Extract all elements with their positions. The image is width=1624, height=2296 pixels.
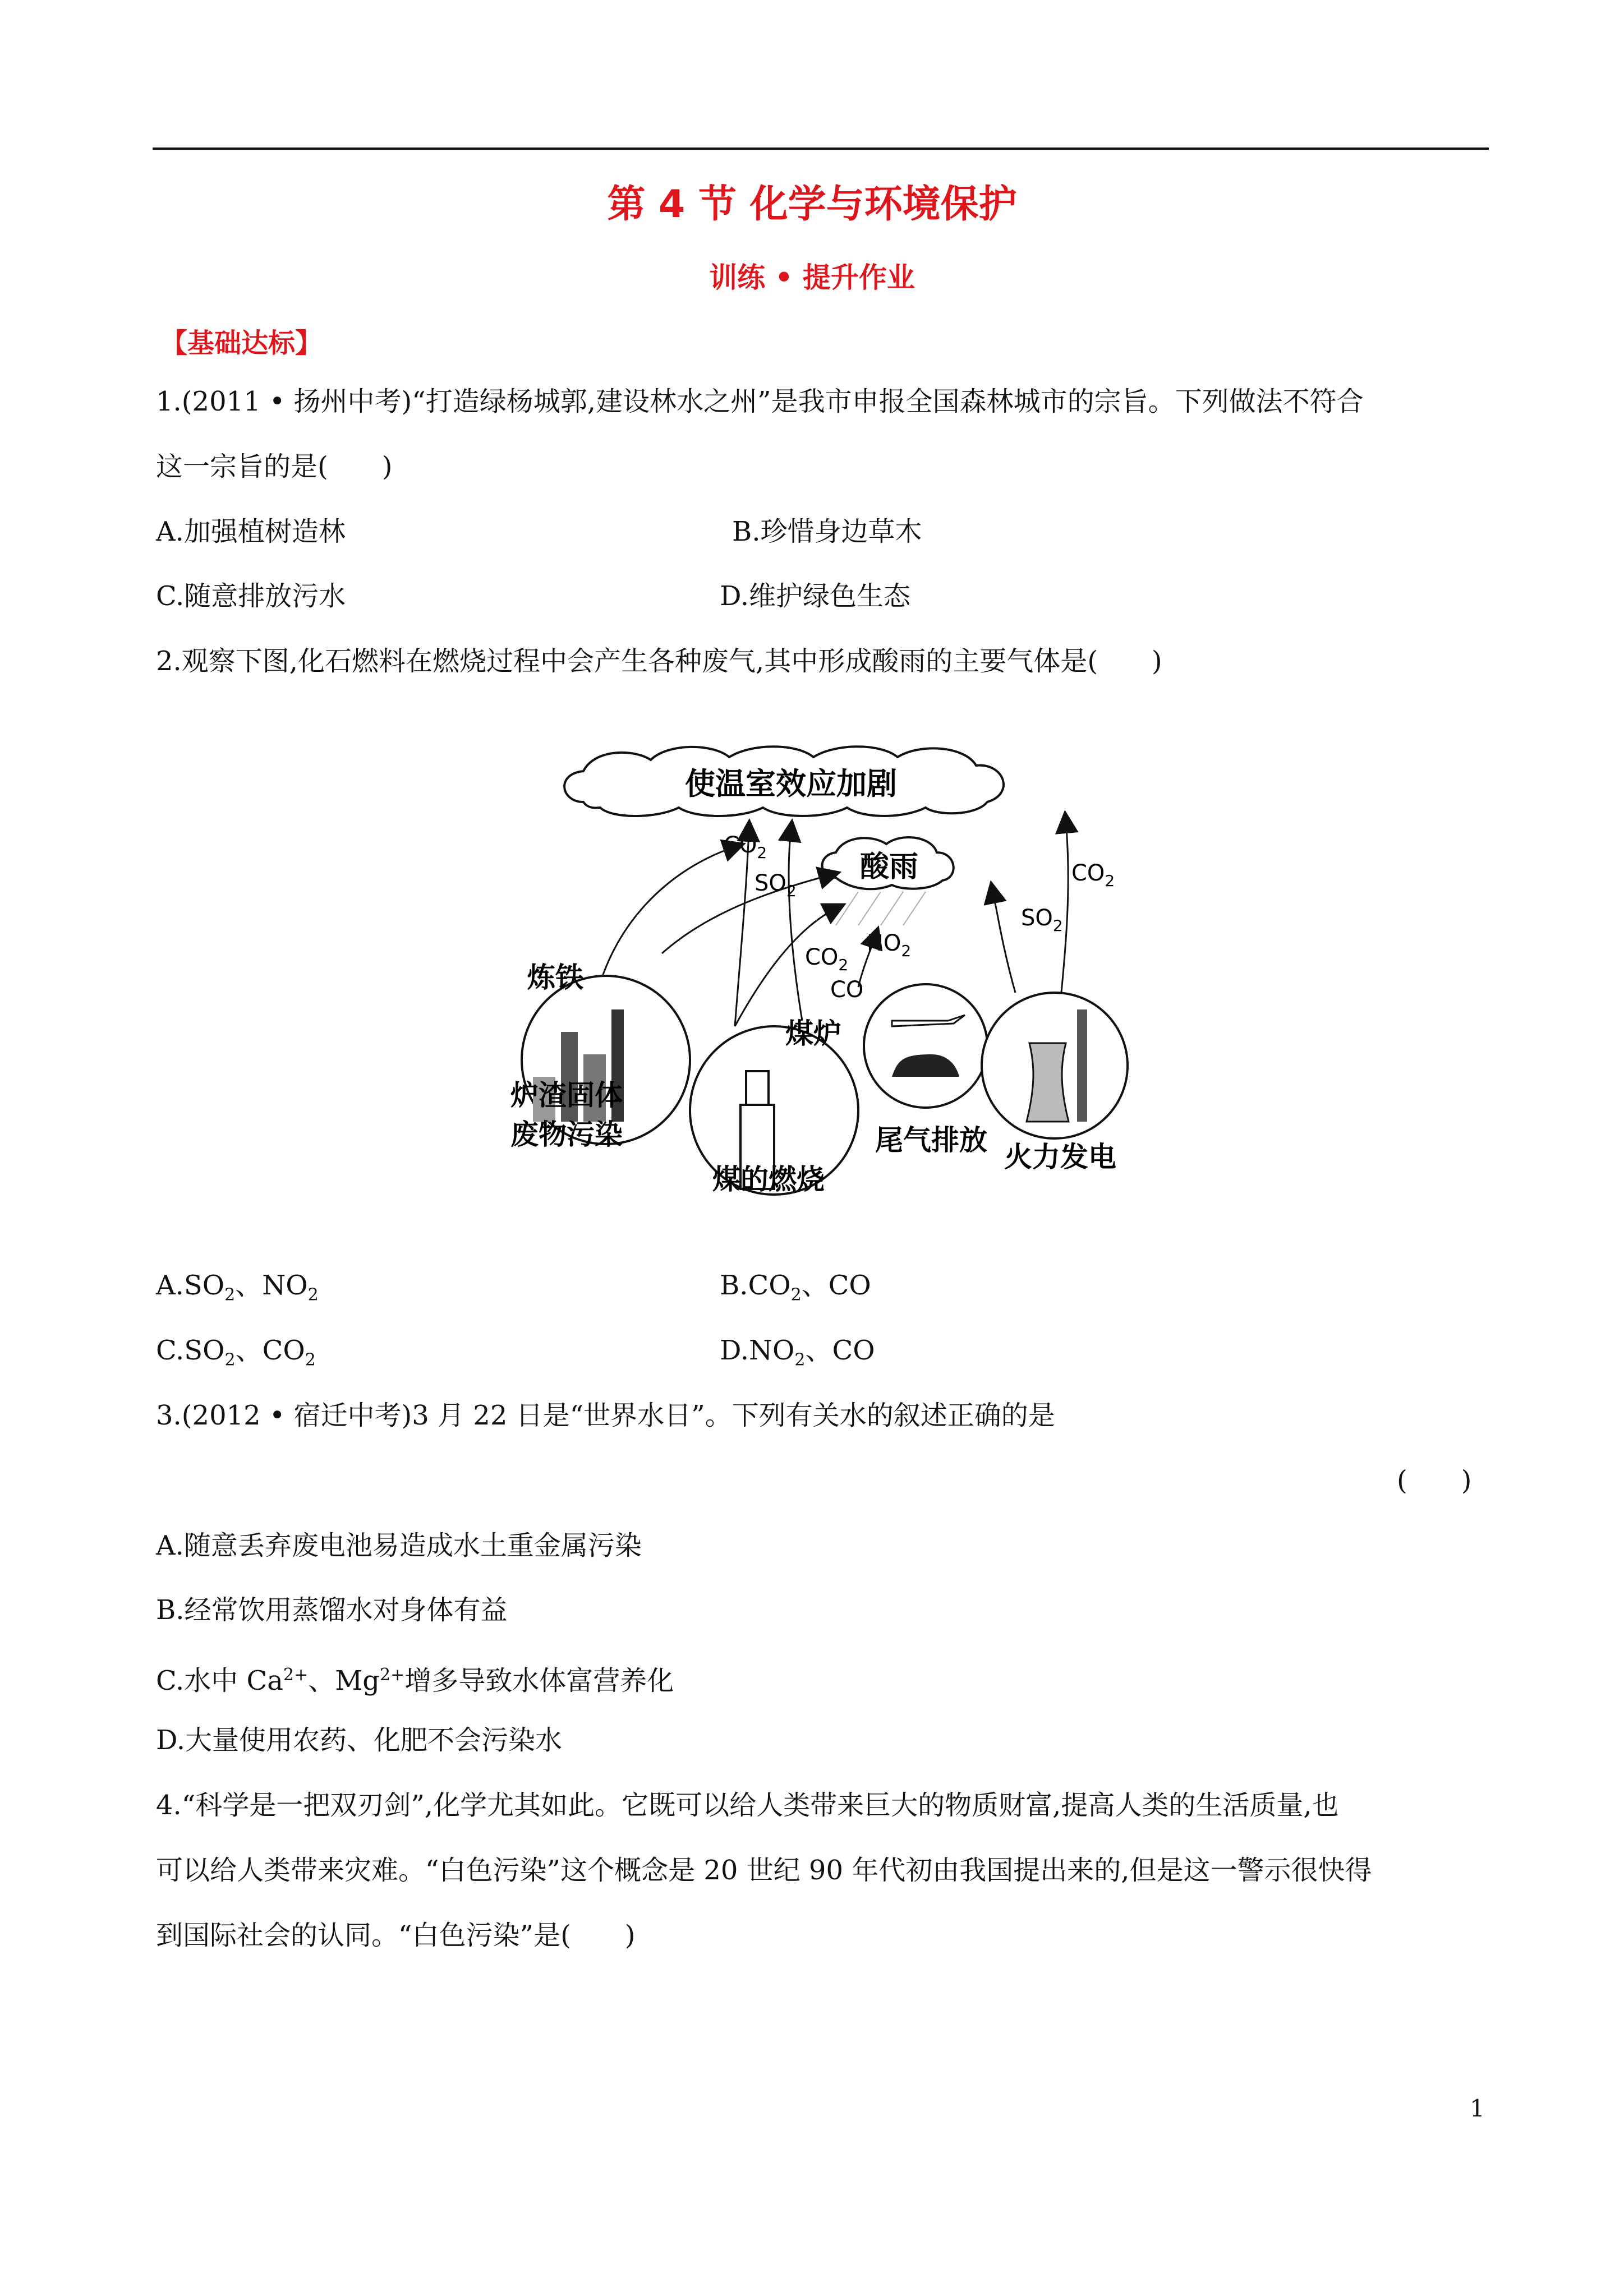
stove-label: 煤炉 (785, 1017, 841, 1050)
coal-burning-label: 煤的燃烧 (712, 1163, 825, 1196)
q1-option-a: A.加强植树造林 (156, 516, 346, 547)
q2-option-d: $D.NO_2$、CO (720, 1335, 875, 1370)
iron-label: 炼铁 (527, 961, 583, 994)
q2-text: 2.观察下图,化石燃料在燃烧过程中会产生各种废气,其中形成酸雨的主要气体是( ) (156, 646, 1162, 677)
section-heading: 【基础达标】 (160, 328, 323, 359)
exhaust-circle (864, 984, 987, 1156)
q2-option-b: $B.CO_2$、CO (720, 1270, 871, 1305)
co2-label-mid: $CO_2$ (805, 944, 849, 974)
q3-option-b: B.经常饮用蒸馏水对身体有益 (156, 1594, 508, 1626)
q1-option-c: C.随意排放污水 (156, 580, 346, 612)
page-title: 第 4 节 化学与环境保护 (607, 182, 1017, 227)
q3-option-d: D.大量使用农药、化肥不会污染水 (156, 1725, 563, 1756)
co-label: CO (830, 977, 864, 1003)
so2-label-left: $SO_2$ (755, 870, 797, 900)
q1-text-line1: 1.(2011 • 扬州中考)“打造绿杨城郭,建设林水之州”是我市申报全国森林城市的宗旨。下列做法不符合 (156, 386, 1364, 417)
header-rule (153, 147, 1489, 150)
acid-rain-cloud (822, 837, 954, 925)
q1-option-b: B.珍惜身边草木 (732, 516, 922, 547)
power-label: 火力发电 (1004, 1141, 1116, 1173)
co2-label-right: $CO_2$ (1071, 860, 1115, 890)
power-plant-circle (982, 993, 1128, 1173)
q1-text-line2: 这一宗旨的是( ) (156, 451, 393, 482)
q2-option-c: $C.SO_2$、$CO_2$ (156, 1335, 316, 1370)
greenhouse-cloud (564, 746, 1004, 816)
q3-answer-paren: ( ) (1397, 1465, 1472, 1496)
q4-text-line3: 到国际社会的认同。“白色污染”是( ) (156, 1920, 636, 1951)
page-subtitle: 训练 • 提升作业 (709, 261, 915, 294)
co2-label-left: $CO_2$ (724, 832, 767, 862)
slag-label-1: 炉渣固体 (510, 1079, 623, 1112)
iron-smelting-circle (522, 961, 690, 1144)
so2-label-right: $SO_2$ (1021, 905, 1063, 935)
q3-option-a: A.随意丢弃废电池易造成水土重金属污染 (156, 1530, 642, 1561)
exhaust-label: 尾气排放 (875, 1124, 987, 1156)
q4-text-line1: 4.“科学是一把双刃剑”,化学尤其如此。它既可以给人类带来巨大的物质财富,提高人类的生活质量,也 (156, 1790, 1339, 1821)
q2-option-a: $A.SO_2$、$NO_2$ (156, 1270, 319, 1305)
greenhouse-label: 使温室效应加剧 (685, 766, 897, 801)
q1-option-d: D.维护绿色生态 (720, 580, 911, 612)
acid-rain-label: 酸雨 (859, 850, 919, 884)
no2-label: $NO_2$ (867, 930, 912, 960)
q4-text-line2: 可以给人类带来灾难。“白色污染”这个概念是 20 世纪 90 年代初由我国提出来的,但是这一警示很快得 (156, 1855, 1372, 1886)
pollution-diagram (499, 740, 1150, 1223)
q3-text: 3.(2012 • 宿迁中考)3 月 22 日是“世界水日”。下列有关水的叙述正确的是 (156, 1400, 1055, 1431)
q3-option-c: C.水中 $Ca^{2+}$、$Mg^{2+}$增多导致水体富营养化 (156, 1665, 674, 1696)
slag-label-2: 废物污染 (510, 1118, 623, 1151)
page-number: 1 (1470, 2095, 1485, 2122)
